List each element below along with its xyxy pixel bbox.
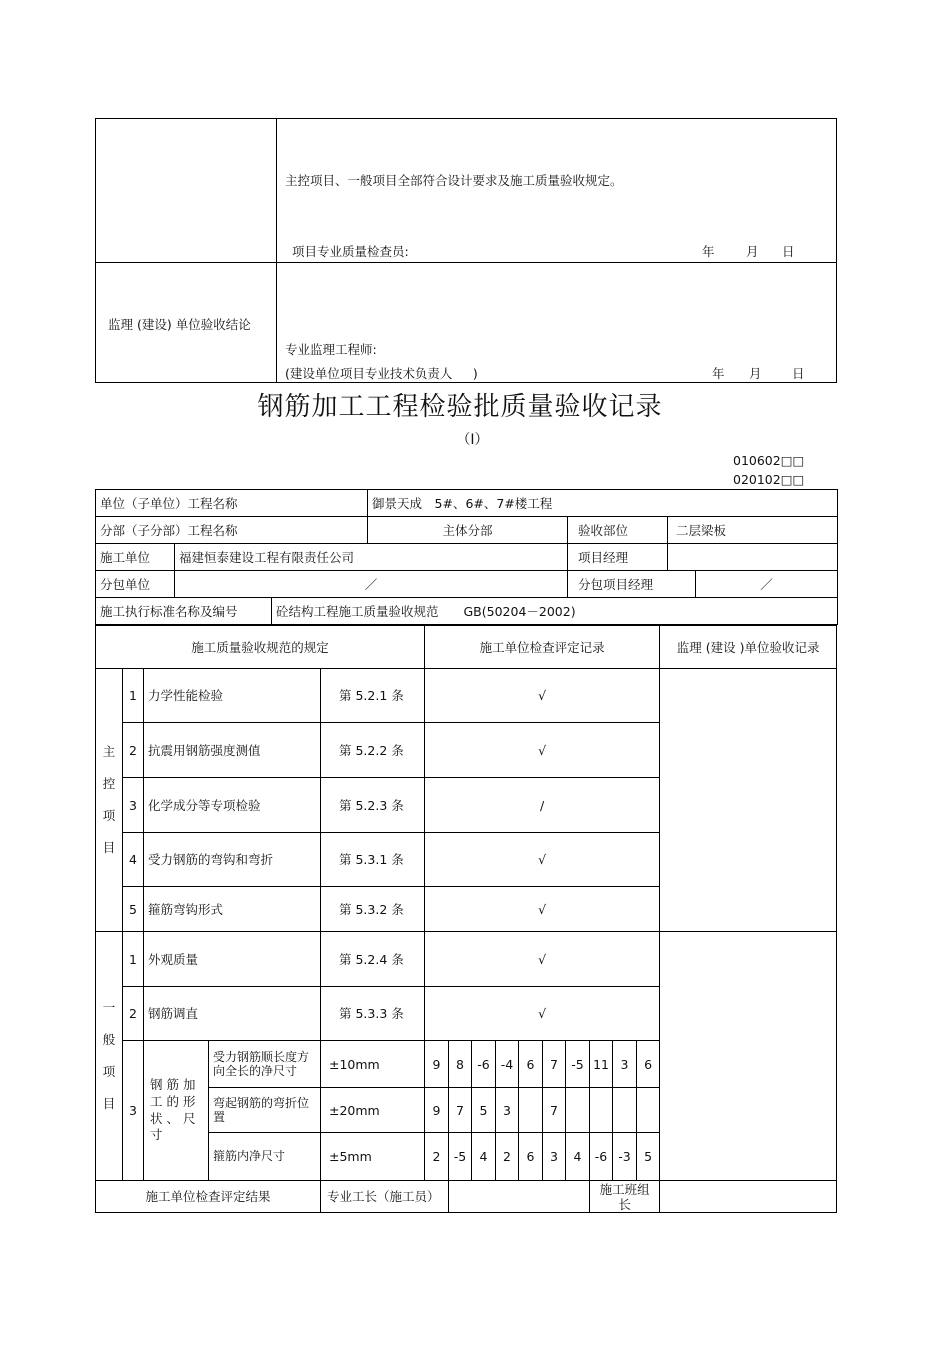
team-leader-label: 施工班组长 xyxy=(590,1181,660,1213)
subcontractor-value: ／ xyxy=(175,571,568,598)
deviation-value xyxy=(637,1088,660,1133)
item-clause: 第 5.2.2 条 xyxy=(321,723,425,778)
deviation-value: 2 xyxy=(425,1133,449,1181)
deviation-value: 9 xyxy=(425,1088,449,1133)
row-no: 3 xyxy=(123,778,144,833)
unit-project-value: 御景天成 5#、6#、7#楼工程 xyxy=(368,490,838,517)
col-supervision-record-header: 监理 (建设 )单位验收记录 xyxy=(660,626,837,669)
deviation-value: 5 xyxy=(472,1088,496,1133)
acceptance-part-value: 二层梁板 xyxy=(668,517,838,544)
deviation-value: -4 xyxy=(496,1041,519,1088)
form-title: 钢筋加工工程检验批质量验收记录 xyxy=(257,392,663,422)
general-supervision-record xyxy=(660,932,837,1181)
row-no: 4 xyxy=(123,833,144,887)
deviation-value: -5 xyxy=(449,1133,472,1181)
standard-value: 砼结构工程施工质量验收规范 GB(50204－2002) xyxy=(272,598,838,625)
sub-manager-label: 分包项目经理 xyxy=(568,571,696,598)
date-year-2: 年 xyxy=(712,366,725,381)
deviation-value xyxy=(590,1088,613,1133)
sub-project-value: 主体分部 xyxy=(368,517,568,544)
item-clause: 第 5.3.3 条 xyxy=(321,987,425,1041)
item-name: 受力钢筋的弯钩和弯折 xyxy=(144,833,321,887)
general-items-char: 般 xyxy=(102,1032,116,1047)
general-items-char: 目 xyxy=(102,1096,116,1111)
project-manager-label: 项目经理 xyxy=(568,544,668,571)
main-items-char: 主 xyxy=(102,744,116,759)
main-items-label xyxy=(96,669,123,932)
contractor-value: 福建恒泰建设工程有限责任公司 xyxy=(175,544,568,571)
sub-item-tolerance: ±10mm xyxy=(321,1041,425,1088)
contractor-label: 施工单位 xyxy=(96,544,175,571)
deviation-value: 3 xyxy=(496,1088,519,1133)
deviation-value: -6 xyxy=(590,1133,613,1181)
foreman-label: 专业工长（施工员） xyxy=(321,1181,449,1213)
item-result: √ xyxy=(425,987,660,1041)
supervision-conclusion-label: 监理 (建设) 单位验收结论 xyxy=(108,317,251,332)
deviation-value: 7 xyxy=(543,1088,566,1133)
general-items-char: 一 xyxy=(102,1000,116,1015)
item-name: 力学性能检验 xyxy=(144,669,321,723)
deviation-value: 7 xyxy=(543,1041,566,1088)
main-items-char: 控 xyxy=(102,776,116,791)
sub-manager-value: ／ xyxy=(696,571,838,598)
date-month-1: 月 xyxy=(746,244,759,259)
deviation-value: 3 xyxy=(613,1041,637,1088)
deviation-value: 4 xyxy=(566,1133,590,1181)
team-leader-value xyxy=(660,1181,837,1213)
item-clause: 第 5.2.4 条 xyxy=(321,932,425,987)
owner-rep-label: (建设单位项目专业技术负责人 ) xyxy=(285,366,478,381)
main-items-char: 项 xyxy=(102,808,116,823)
item-result: √ xyxy=(425,669,660,723)
top-divider-vertical xyxy=(276,118,277,383)
col-contractor-record-header: 施工单位检查评定记录 xyxy=(425,626,660,669)
row-no: 1 xyxy=(123,669,144,723)
item-clause: 第 5.3.1 条 xyxy=(321,833,425,887)
row-no: 3 xyxy=(123,1041,144,1181)
standard-label: 施工执行标准名称及编号 xyxy=(96,598,272,625)
deviation-value: 2 xyxy=(496,1133,519,1181)
header-table xyxy=(95,489,838,625)
inspector-label: 项目专业质量检查员: xyxy=(292,244,409,259)
item-result: / xyxy=(425,778,660,833)
unit-project-label: 单位（子单位）工程名称 xyxy=(96,490,368,517)
sub-item-name: 弯起钢筋的弯折位置 xyxy=(209,1088,321,1133)
row-no: 2 xyxy=(123,987,144,1041)
item-result: √ xyxy=(425,723,660,778)
item-name: 钢筋调直 xyxy=(144,987,321,1041)
item-name: 抗震用钢筋强度测值 xyxy=(144,723,321,778)
deviation-value: 3 xyxy=(543,1133,566,1181)
form-code-2: 020102□□ xyxy=(733,472,805,487)
sub-item-name: 箍筋内净尺寸 xyxy=(209,1133,321,1181)
subcontractor-label: 分包单位 xyxy=(96,571,175,598)
row-no: 1 xyxy=(123,932,144,987)
sub-item-name: 受力钢筋顺长度方向全长的净尺寸 xyxy=(209,1041,321,1088)
deviation-value: 6 xyxy=(519,1041,543,1088)
col-spec-header: 施工质量验收规范的规定 xyxy=(96,626,425,669)
deviation-value: 4 xyxy=(472,1133,496,1181)
date-year-1: 年 xyxy=(702,244,715,259)
item-clause: 第 5.2.3 条 xyxy=(321,778,425,833)
general-items-label xyxy=(96,932,123,1181)
deviation-value: 6 xyxy=(637,1041,660,1088)
deviation-value: 8 xyxy=(449,1041,472,1088)
deviation-value: -3 xyxy=(613,1133,637,1181)
main-supervision-record xyxy=(660,669,837,932)
deviation-value: 11 xyxy=(590,1041,613,1088)
main-items-char: 目 xyxy=(102,840,116,855)
date-day-2: 日 xyxy=(792,366,805,381)
conclusion-text: 主控项目、一般项目全部符合设计要求及施工质量验收规定。 xyxy=(285,173,623,188)
deviation-value: -6 xyxy=(472,1041,496,1088)
top-conclusion-box xyxy=(95,118,837,383)
form-subtitle: （Ⅰ） xyxy=(456,432,489,448)
deviation-value xyxy=(566,1088,590,1133)
item-name: 化学成分等专项检验 xyxy=(144,778,321,833)
item-name: 外观质量 xyxy=(144,932,321,987)
foreman-value xyxy=(449,1181,590,1213)
item-clause: 第 5.3.2 条 xyxy=(321,887,425,932)
deviation-value xyxy=(613,1088,637,1133)
item-result: √ xyxy=(425,932,660,987)
sub-item-tolerance: ±20mm xyxy=(321,1088,425,1133)
acceptance-part-label: 验收部位 xyxy=(568,517,668,544)
item-name: 箍筋弯钩形式 xyxy=(144,887,321,932)
date-month-2: 月 xyxy=(749,366,762,381)
sub-project-label: 分部（子分部）工程名称 xyxy=(96,517,368,544)
top-divider-horizontal xyxy=(95,262,837,263)
result-label: 施工单位检查评定结果 xyxy=(96,1181,321,1213)
deviation-value: -5 xyxy=(566,1041,590,1088)
deviation-value: 7 xyxy=(449,1088,472,1133)
row-no: 5 xyxy=(123,887,144,932)
item-result: √ xyxy=(425,887,660,932)
shape-size-group-label: 钢 筋 加 工 的 形 状 、 尺 寸 xyxy=(144,1041,209,1181)
item-clause: 第 5.2.1 条 xyxy=(321,669,425,723)
row-no: 2 xyxy=(123,723,144,778)
inspection-table xyxy=(95,625,837,1213)
form-code-1: 010602□□ xyxy=(733,453,805,468)
project-manager-value xyxy=(668,544,838,571)
date-day-1: 日 xyxy=(782,244,795,259)
supervisor-label: 专业监理工程师: xyxy=(285,342,377,357)
deviation-value: 9 xyxy=(425,1041,449,1088)
sub-item-tolerance: ±5mm xyxy=(321,1133,425,1181)
item-result: √ xyxy=(425,833,660,887)
general-items-char: 项 xyxy=(102,1064,116,1079)
deviation-value xyxy=(519,1088,543,1133)
deviation-value: 6 xyxy=(519,1133,543,1181)
deviation-value: 5 xyxy=(637,1133,660,1181)
